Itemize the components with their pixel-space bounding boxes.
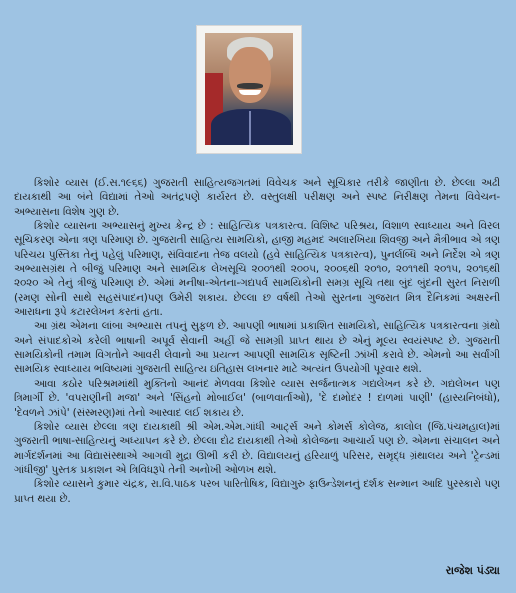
signature: રાજેશ પંડ્યા: [445, 564, 500, 577]
author-bio: [14, 176, 500, 506]
bio-paragraph: કિશોર વ્યાસને કુમાર ચંદ્રક, રા.વિ.પાઠક પરબ પારિતોષિક, વિદ્યાગુરુ ફાઉન્ડેશનનું દર્શક સન્માન આદિ પુરસ્કારો પણ પ્રાપ્ત થયા છે.: [14, 478, 500, 505]
bio-paragraph: કિશોર વ્યાસ છેલ્લા ત્રણ દાયકાથી શ્રી એમ.એમ.ગાંધી આર્ટ્સ અને કોમર્સ કોલેજ, કાલોલ (જિ.પંચમહાલ)માં ગુજરાતી ભાષા-સાહિત્યનું અધ્યાપન કરે છે. છેલ્લા દોઢ દાયકાથી તેઓ કોલેજના આચાર્ય પણ છે. એમના સંચાલન અને માર્ગદર્શનમાં આ વિદ્યાસંસ્થાએ આગવી મુદ્રા ઊભી કરી છે. વિદ્યાલયનું હરિયાળું પરિસર, સમૃદ્ધ ગ્રંથાલય અને 'ટ્રેન્ડમાં ગાંધીજી' પુસ્તક પ્રકાશન એ ત્રિવિધરૂપે તેની અનોખી ઓળખ થશે.: [14, 420, 500, 476]
bio-paragraph: કિશોર વ્યાસના અભ્યાસનું મુખ્ય કેન્દ્ર છે : સાહિત્યિક પત્રકારત્વ. વિશિષ્ટ પરિશ્રય, વિશાળ સ્વાધ્યાય અને વિરલ સૂચિકરણ એના ત્રણ પરિમાણ છે. ગુજરાતી સાહિત્ય સામયિકો, હાજી મહમદ અલારખિયા શિવજી અને મૈત્રીભાવ એ ત્રણ પરિચય પુસ્તિકા તેનું પહેલું પરિમાણ, સંવિવાદના તેજ વલયો (હવે સાહિત્યિક પત્રકારત્વ), પુનર્લબ્ધિ અને નિર્દેશ એ ત્રણ અભ્યાસગ્રંથ તે બીજું પરિમાણ અને સામયિક લેખસૂચિ ૨૦૦૧થી ૨૦૦૫, ૨૦૦૬થી ૨૦૧૦, ૨૦૧૧થી ૨૦૧૫, ૨૦૧૬થી ૨૦૨૦ એ તેનું ત્રીજું પરિમાણ છે. એમાં મનીષા-એતના-ગદ્યપર્વ સામયિકોની સમગ્ર સૂચિ તથા બુંદ બુંદની સુરત નિરાળી (રમણ સોની સાથે સહસંપાદન)પણ ઉમેરી શકાય. છેલ્લા છ વર્ષથી તેઓ સુરતના ગુજરાત મિત્ર દૈનિકમાં અક્ષરની આરાધના રૂપે કટારલેખન કરતાં હતા.: [14, 220, 500, 319]
author-photo-frame: [196, 25, 302, 154]
author-photo: [205, 33, 293, 145]
bio-paragraph: કિશોર વ્યાસ (ઈ.સ.૧૯૬૬) ગુજરાતી સાહિત્યજગતમાં વિવેચક અને સૂચિકાર તરીકે જાણીતા છે. છેલ્લા અઢી દાયકાથી આ બંને વિદ્યામાં તેઓ અતંદ્રપણે કાર્યરત છે. વસ્તુલક્ષી પરીક્ષણ અને સ્પષ્ટ નિરીક્ષણ તેમના વિવેચન-અભ્યાસના વિશેષ ગુણ છે.: [14, 177, 500, 218]
bio-paragraph: આવા કઠોર પરિશ્રમમાંથી મુક્તિનો આનંદ મેળવવા કિશોર વ્યાસ સર્જનાત્મક ગદ્યલેખન કરે છે. ગદ્યલેખન પણ ત્રિમાર્ગી છે. 'વપરાણીની મજા' અને 'સિંહનો મોબાઈલ' (બાળવાર્તાઓ), 'દે દામોદર ! દાળમાં પાણી' (હાસ્યનિબંધો), 'દેવળને ઝાંપે' (સંસ્મરણ)માં તેનો આસ્વાદ લઈ શકાય છે.: [14, 377, 500, 419]
bio-paragraph: આ ગ્રંથ એમના લાંબા અભ્યાસ તપનું સુફળ છે. આપણી ભાષામાં પ્રકાશિત સામયિકો, સાહિત્યિક પત્રકારત્વના ગ્રંથો અને સંપાદકોએ કરેલી ભાષાની અપૂર્વ સેવાની અહીં જે સામગ્રી પ્રાપ્ત થાય છે એનું મૂલ્ય સ્વયંસ્પષ્ટ છે. ગુજરાતી સામયિકોની તમામ વિગતોને આવરી લેવાનો આ પ્રયત્ન આપણી સામયિક સૃષ્ટિની ઝાંખી કરાવે છે. એમનો આ સર્વાંગી સામયિક સ્વાધ્યાય ભવિષ્યમાં ગુજરાતી સાહિત્ય ઇતિહાસ લખનાર માટે અત્યંત ઉપયોગી પૂરવાર થશે.: [14, 320, 500, 376]
